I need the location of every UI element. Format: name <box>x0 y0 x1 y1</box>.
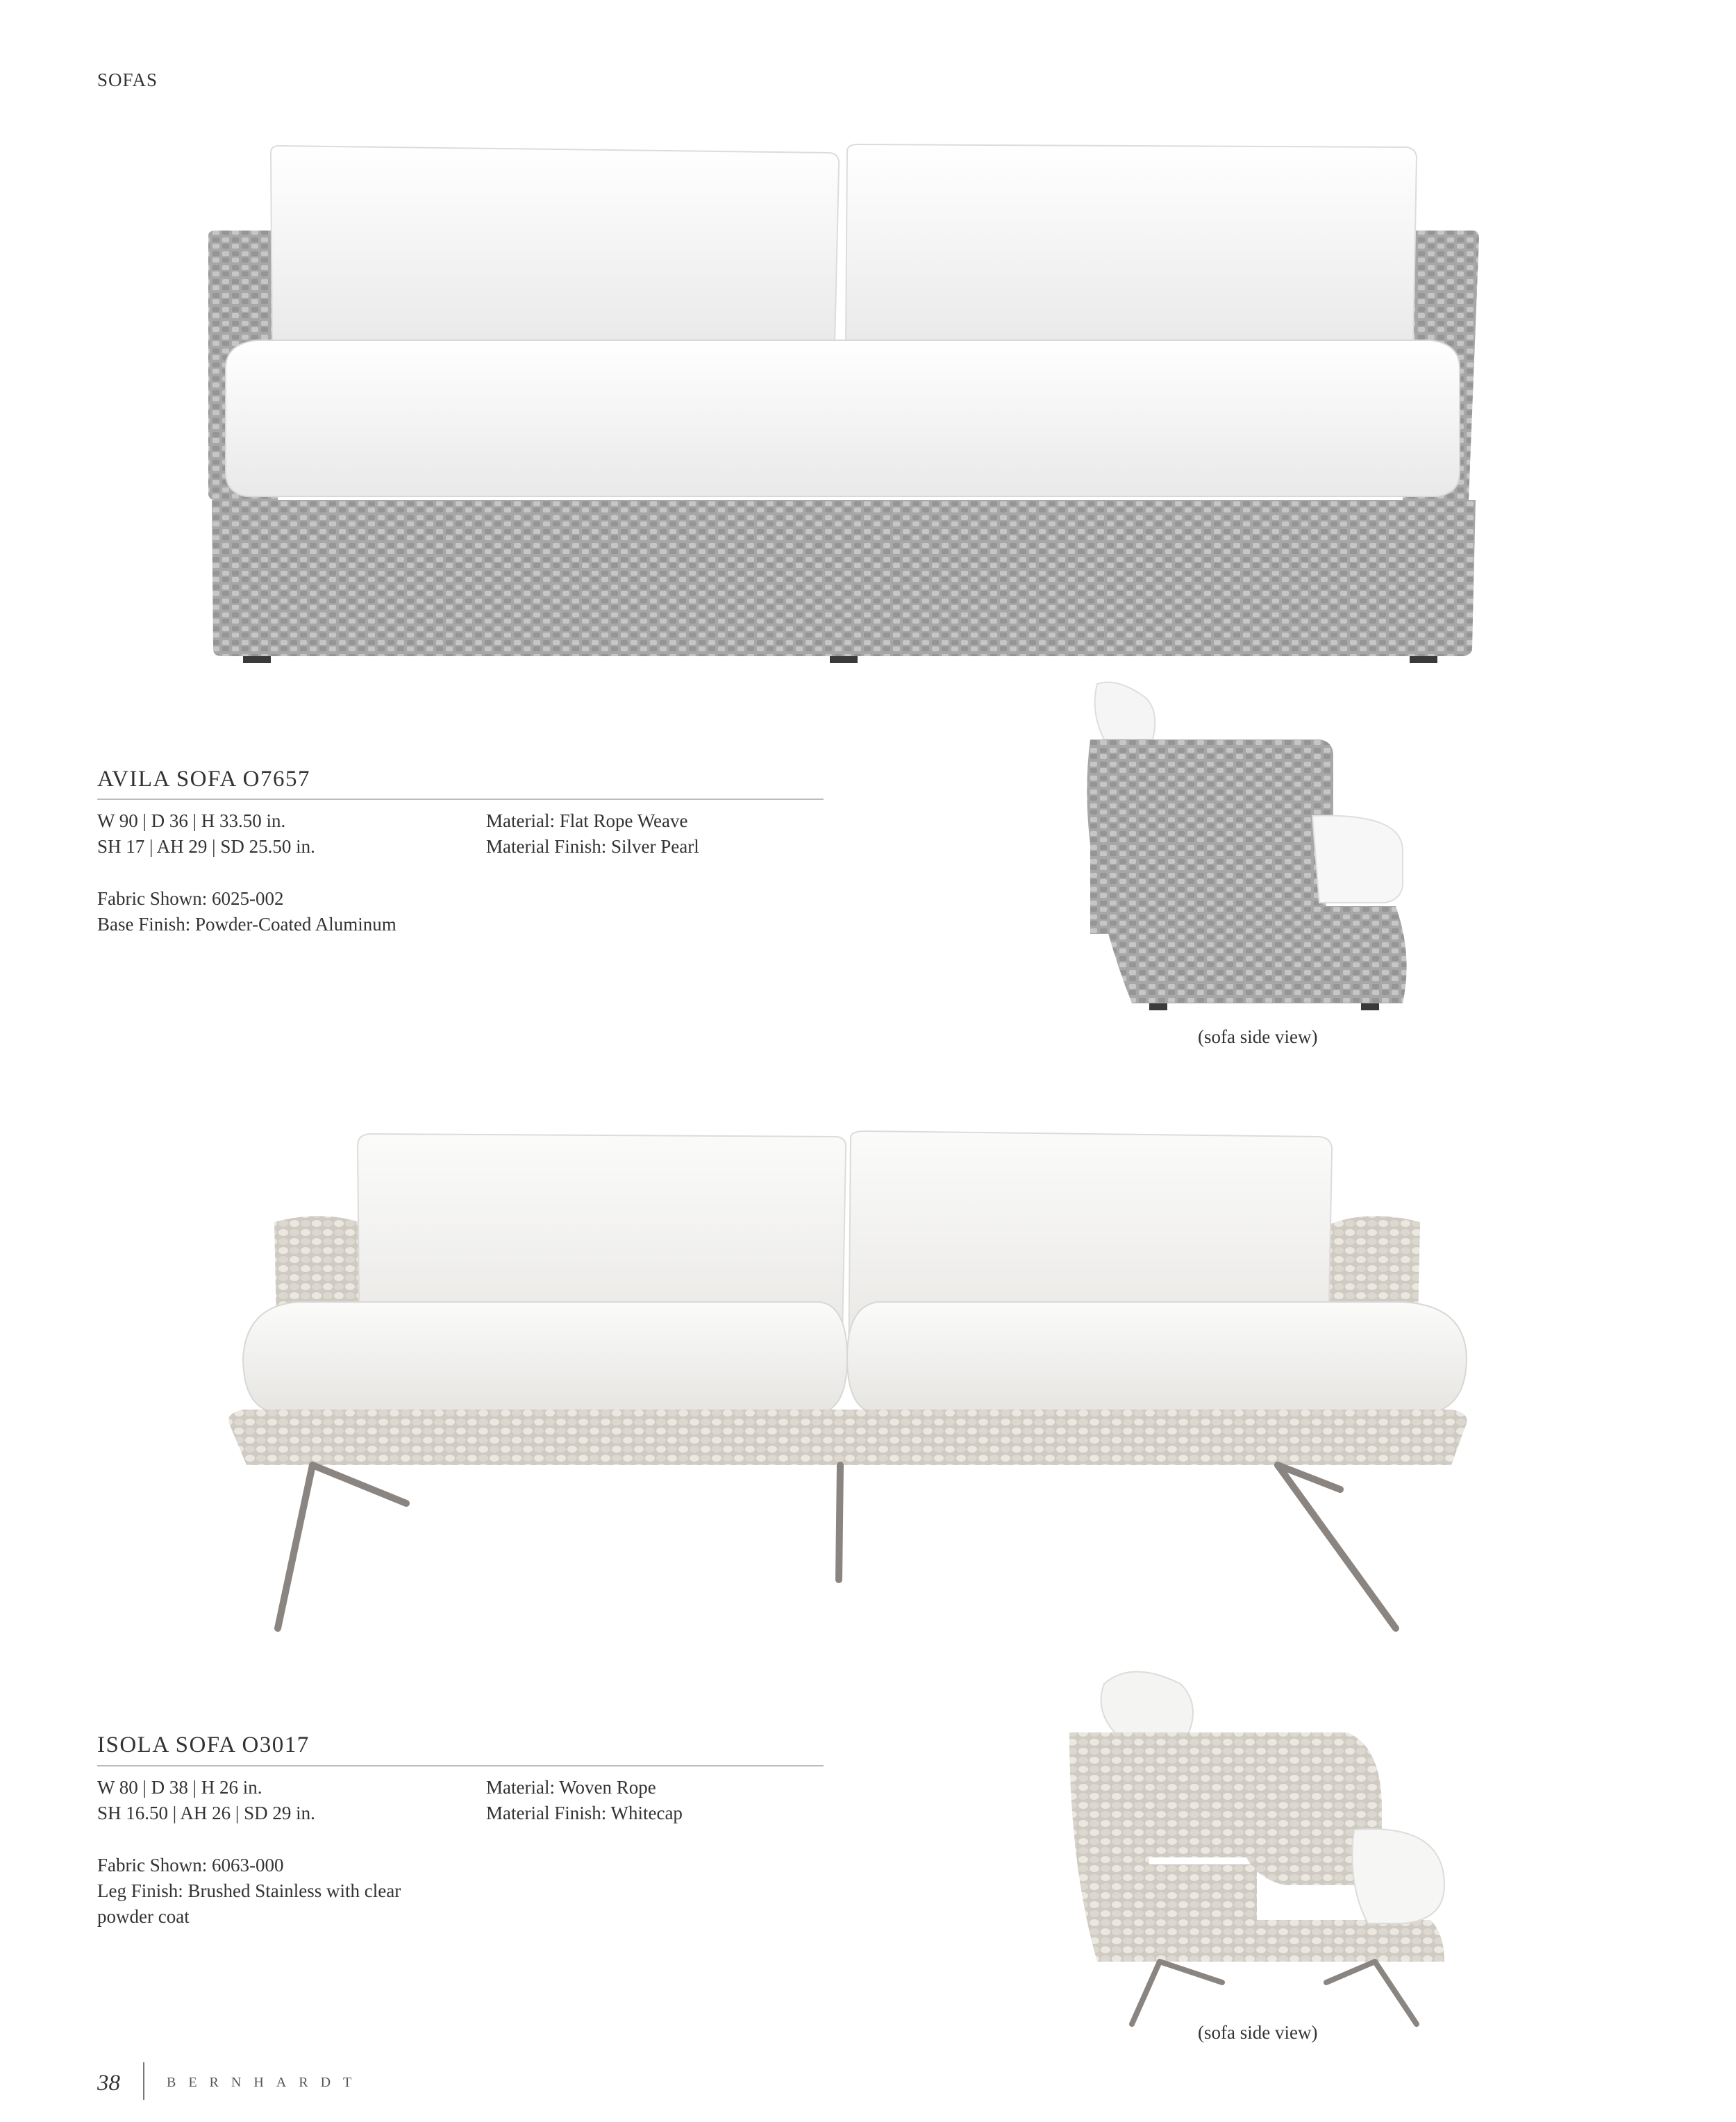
title-divider <box>97 1765 824 1766</box>
fabric-line: Fabric Shown: 6063-000 <box>97 1855 284 1875</box>
isola-sofa-side-image <box>1055 1656 1458 2031</box>
fabric-line: Fabric Shown: 6025-002 <box>97 888 284 909</box>
material-block <box>486 1775 683 1826</box>
footer-divider <box>143 2062 144 2100</box>
isola-sofa-front-image <box>222 1128 1472 1642</box>
dimensions-line: W 90 | D 36 | H 33.50 in. <box>97 810 286 831</box>
dimensions-line: W 80 | D 38 | H 26 in. <box>97 1777 262 1798</box>
finish-line: Leg Finish: Brushed Stainless with clear <box>97 1880 401 1901</box>
finish-line: Base Finish: Powder-Coated Aluminum <box>97 914 397 935</box>
page-number: 38 <box>97 2071 120 2096</box>
dimensions-block <box>97 808 315 860</box>
title-divider <box>97 799 824 800</box>
product-title: ISOLA SOFA O3017 <box>97 1732 310 1757</box>
avila-sofa-side-image <box>1069 677 1417 1017</box>
material-block <box>486 808 699 860</box>
dimensions-block <box>97 1775 315 1826</box>
side-view-caption: (sofa side view) <box>1198 2022 1318 2043</box>
material-finish-line: Material Finish: Silver Pearl <box>486 836 699 857</box>
material-line: Material: Woven Rope <box>486 1777 656 1798</box>
details-block <box>97 1853 401 1930</box>
side-view-caption: (sofa side view) <box>1198 1026 1318 1047</box>
brand-wordmark: BERNHARDT <box>167 2075 365 2090</box>
avila-sofa-front-image <box>201 139 1486 680</box>
section-label: SOFAS <box>97 69 158 90</box>
finish-line-continued: powder coat <box>97 1906 190 1927</box>
dimensions-line: SH 16.50 | AH 26 | SD 29 in. <box>97 1803 315 1823</box>
material-finish-line: Material Finish: Whitecap <box>486 1803 683 1823</box>
product-title: AVILA SOFA O7657 <box>97 767 310 792</box>
details-block <box>97 886 397 937</box>
dimensions-line: SH 17 | AH 29 | SD 25.50 in. <box>97 836 315 857</box>
material-line: Material: Flat Rope Weave <box>486 810 688 831</box>
